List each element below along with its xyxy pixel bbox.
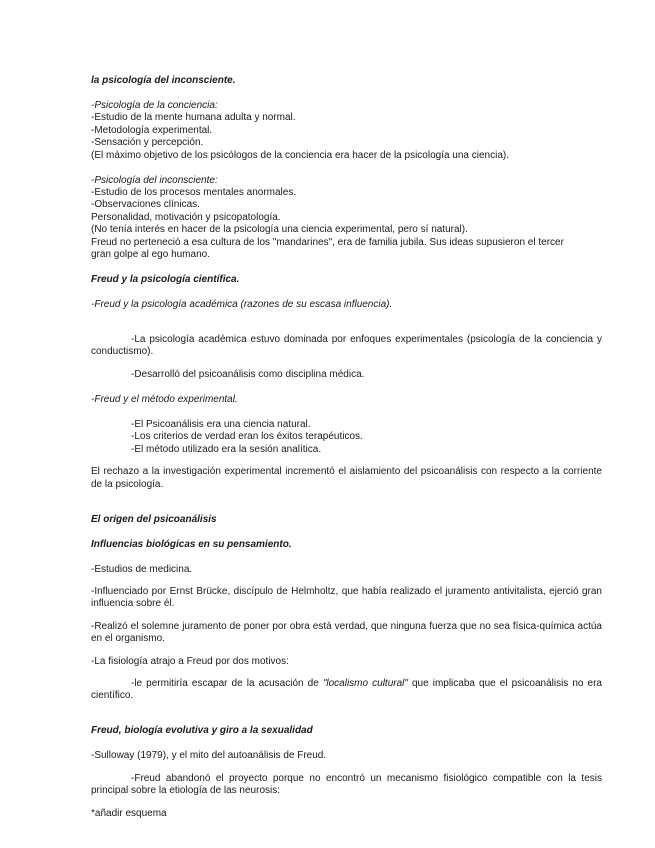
list-item: -La fisiología atrajo a Freud por dos motivos:: [91, 655, 289, 667]
list-item: -Sensación y percepción.: [91, 137, 204, 149]
paragraph-text: que implicaba que el psicoanálisis no era científico.: [91, 677, 602, 702]
quoted-term: "localismo cultural": [322, 677, 408, 689]
list-item: -Realizó el solemne juramento de poner por obra está verdad, que ninguna fuerza que no sea física-química actúa en el organismo.: [91, 620, 602, 645]
subsection-title: -Freud y la psicología académica (razones de su escasa influencia).: [91, 299, 393, 311]
section-heading: la psicología del inconsciente.: [91, 75, 236, 86]
list-item: -Sulloway (1979), y el mito del autoanálisis de Freud.: [91, 750, 327, 762]
section-heading: Freud, biología evolutiva y giro a la sexualidad: [91, 725, 313, 737]
paragraph-text: -Freud abandonó el proyecto porque no encontró un mecanismo fisiológico compatible con la tesis principal sobre la etiología de las neurosis:: [91, 772, 602, 797]
list-item: (No tenía interés en hacer de la psicología una ciencia experimental, pero sí natural).: [91, 224, 468, 236]
subsection-title: -Freud y el método experimental.: [91, 393, 238, 405]
list-item: -Observaciones clínicas.: [91, 199, 200, 211]
list-item: -Desarrolló del psicoanálisis como disciplina médica.: [131, 368, 365, 380]
list-item: -Los criterios de verdad eran los éxitos terapéuticos.: [131, 431, 363, 443]
list-item: -El Psicoanálisis era una ciencia natural.: [131, 418, 311, 430]
paragraph-text: -La psicología académica estuvo dominada por enfoques experimentales (psicología de la conciencia y conductismo).: [91, 334, 602, 358]
paragraph-text: -le permitiría escapar de la acusación de: [131, 677, 323, 689]
list-item: -Metodología experimental.: [91, 124, 213, 136]
subsection-title: -Psicología de la conciencia:: [91, 100, 218, 111]
note: *añadir esquema: [91, 807, 167, 819]
paragraph-line: gran golpe al ego humano.: [91, 249, 210, 261]
list-item: Personalidad, motivación y psicopatología.: [91, 211, 281, 223]
subsection-title: -Psicología del inconsciente:: [91, 174, 218, 186]
document-content: [91, 75, 602, 820]
list-item: -Influenciado por Ernst Brücke, discípulo de Helmholtz, que había realizado el juramento antivitalista, ejerció gran influencia sobre él.: [91, 585, 602, 610]
subsection-heading: Influencias biológicas en su pensamiento.: [91, 538, 292, 550]
paragraph: [91, 773, 602, 798]
list-item: -Estudios de medicina.: [91, 563, 193, 575]
list-item: -Estudio de los procesos mentales anormales.: [91, 187, 297, 199]
list-item: -El método utilizado era la sesión analítica.: [131, 443, 322, 455]
paragraph: [91, 678, 602, 703]
paragraph: El rechazo a la investigación experimental incrementó el aislamiento del psicoanálisis con respecto a la corriente de la psicología.: [91, 466, 602, 490]
section-heading: Freud y la psicología científica.: [91, 274, 240, 286]
list-item: -Estudio de la mente humana adulta y normal.: [91, 112, 296, 124]
section-heading: El origen del psicoanálisis: [91, 513, 217, 525]
paragraph: [91, 334, 602, 359]
paragraph-line: Freud no perteneció a esa cultura de los "mandarines", era de familia jubila. Sus ideas supusieron el tercer: [91, 236, 564, 248]
list-item: (El máximo objetivo de los psicólogos de la conciencia era hacer de la psicología una ciencia).: [91, 149, 510, 161]
